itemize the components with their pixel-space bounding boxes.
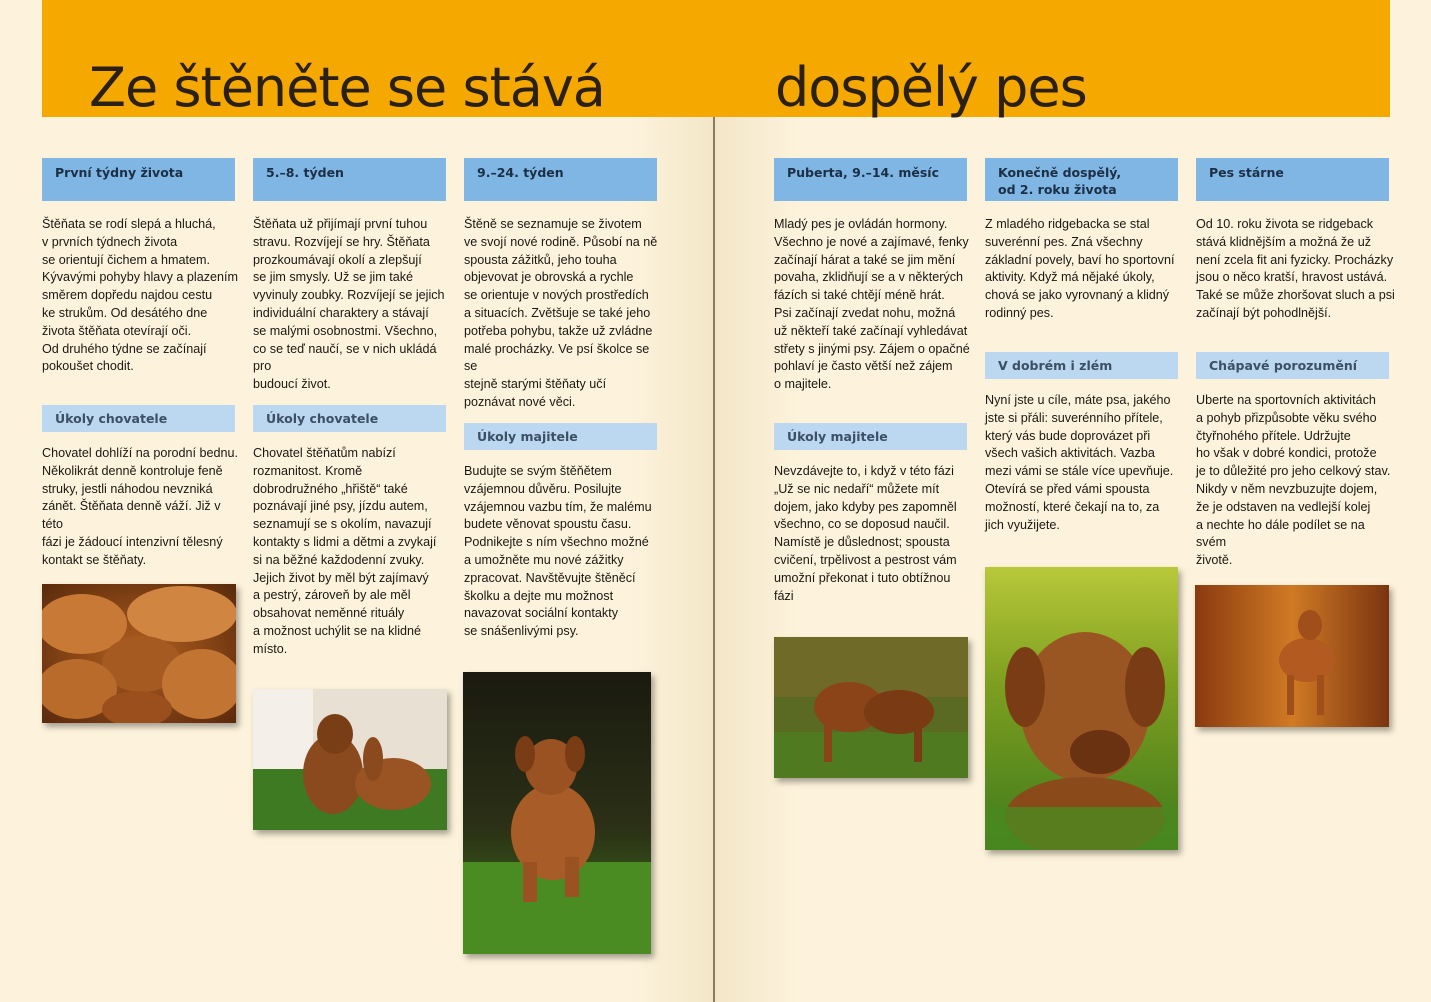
subheader-breeder-tasks-1: Úkoly chovatele <box>42 405 235 432</box>
page-title-left: Ze štěněte se stává <box>89 56 605 119</box>
book-spine <box>713 0 715 1002</box>
column-header-weeks-5-8: 5.–8. týden <box>253 158 446 201</box>
column-text-aging: Od 10. roku života se ridgeback stává klidnějším a možná že už není zcela fit ani fyzicky. Procházky jsou o něco kratší, hravost ustává. Také se může zhoršovat sluch a psi začínají být pohodlnější. <box>1196 217 1395 320</box>
column-header-weeks-9-24: 9.–24. týden <box>464 158 657 201</box>
subtext-for-better-or-worse: Nyní jste u cíle, máte psa, jakého jste si přáli: suverénního přítele, který vás bude doprovázet při všech vašich aktivitách. Vazba mezi vámi se stále více upevňuje. Otevírá se před vámi spousta možností, které čekají na to, za jich využijete. <box>985 393 1174 532</box>
subheader-breeder-tasks-2: Úkoly chovatele <box>253 405 446 432</box>
subtext-owner-tasks-1: Budujte se svým štěňětem vzájemnou důvěru. Posilujte vzájemnou vazbu tím, že malému budete věnovat spoustu času. Podnikejte s ním všechno možné a umožněte mu nové zážitky zpracovat. Navštěvujte štěněcí školku a dejte mu možnost navazovat sociální kontakty se snášenlivými psy. <box>464 464 652 639</box>
column-text-weeks-9-24: Štěně se seznamuje se životem ve svojí nové rodině. Působí na ně spousta zážitků, jeho touha objevovat je obrovská a rychle se orientuje v nových prostředích a situacích. Zvětšuje se také jeho potřeba pohybu, takže už zvládne malé procházky. Ve psí školce se se stejně starými štěňaty učí poznávat nové věci. <box>464 217 658 409</box>
subheader-owner-tasks-1: Úkoly majitele <box>464 423 657 450</box>
young-dogs-playing-photo <box>774 637 968 778</box>
column-header-aging: Pes stárne <box>1196 158 1389 201</box>
column-header-puberty: Puberta, 9.–14. měsíc <box>774 158 967 201</box>
column-text-adult: Z mladého ridgebacka se stal suverénní pes. Zná všechny základní povely, baví ho sportovní aktivity. Když má nějaké úkoly, chová se jako vyrovnaný a klidný rodinný pes. <box>985 217 1175 320</box>
subtext-breeder-tasks-2: Chovatel štěňatům nabízí rozmanitost. Kromě dobrodružného „hřiště“ také poznávají jiné psy, jízdu autem, seznamují se s okolím, navazují kontakty s lidmi a dětmi a zvykají si na běžné každodenní zvuky. Jejich život by měl být zajímavý a pestrý, zároveň by ale měl obsahovat neměnné rituály a možnost uchýlit se na klidné místo. <box>253 446 437 656</box>
column-header-first-weeks: První týdny života <box>42 158 235 201</box>
subheader-owner-tasks-2: Úkoly majitele <box>774 423 967 450</box>
senior-dog-standing-photo <box>1195 585 1389 727</box>
subtext-owner-tasks-2: Nevzdávejte to, i když v této fázi „Už se nic nedaří“ můžete mít dojem, jako kdyby pes zapomněl všechno, co se doposud naučil. Namístě je důslednost; spousta cvičení, trpělivost a pestrost vám umožní překonat i tuto obtížnou fázi <box>774 464 957 603</box>
column-header-adult: Konečně dospělý, od 2. roku života <box>985 158 1178 201</box>
subtext-understanding: Uberte na sportovních aktivitách a pohyb přizpůsobte věku svého čtyřnohého přítele. Udržujte ho však v dobré kondici, protože je to důležité pro jeho celkový stav. Nikdy v něm nevzbuzujte dojem, že je odstaven na vedlejší kolej a nechte ho dále podílet se na svém životě. <box>1196 393 1391 568</box>
puppies-pile-photo <box>42 584 236 723</box>
adult-dog-portrait-photo <box>985 567 1178 850</box>
subheader-understanding: Chápavé porozumění <box>1196 352 1389 379</box>
column-text-weeks-5-8: Štěňata už přijímají první tuhou stravu. Rozvíjejí se hry. Štěňata prozkoumávají okolí a zlepšují se jim smysly. Už se jim také vyvinuly zoubky. Rozvíjejí se jejich individuální charaktery a stávají se malými osobnostmi. Všechno, co se teď naučí, se v nich ukládá pro budoucí život. <box>253 217 445 392</box>
subheader-for-better-or-worse: V dobrém i zlém <box>985 352 1178 379</box>
playing-puppies-photo <box>253 689 447 830</box>
column-text-puberty: Mladý pes je ovládán hormony. Všechno je nové a zajímavé, fenky začínají hárat a také se jim mění povaha, zklidňují se a v některých fázích si také chtějí méně hrát. Psi začínají zvedat nohu, možná už někteří také začínají vyhledávat střety s jinými psy. Zájem o opačné pohlaví je často větší než zájem o majitele. <box>774 217 970 392</box>
page-title-right: dospělý pes <box>775 56 1087 119</box>
subtext-breeder-tasks-1: Chovatel dohlíží na porodní bednu. Několikrát denně kontroluje feně struky, jestli náhodou nevzniká zánět. Štěňata denně váží. Již v této fázi je žádoucí intenzivní tělesný kontakt se štěňaty. <box>42 446 239 567</box>
column-text-first-weeks: Štěňata se rodí slepá a hluchá, v prvních týdnech života se orientují čichem a hmatem. Kývavými pohyby hlavy a plazením směrem dopředu najdou cestu ke strukům. Od desátého dne života štěňata otevírají oči. Od druhého týdne se začínají pokoušet chodit. <box>42 217 238 374</box>
running-puppy-photo <box>463 672 651 954</box>
